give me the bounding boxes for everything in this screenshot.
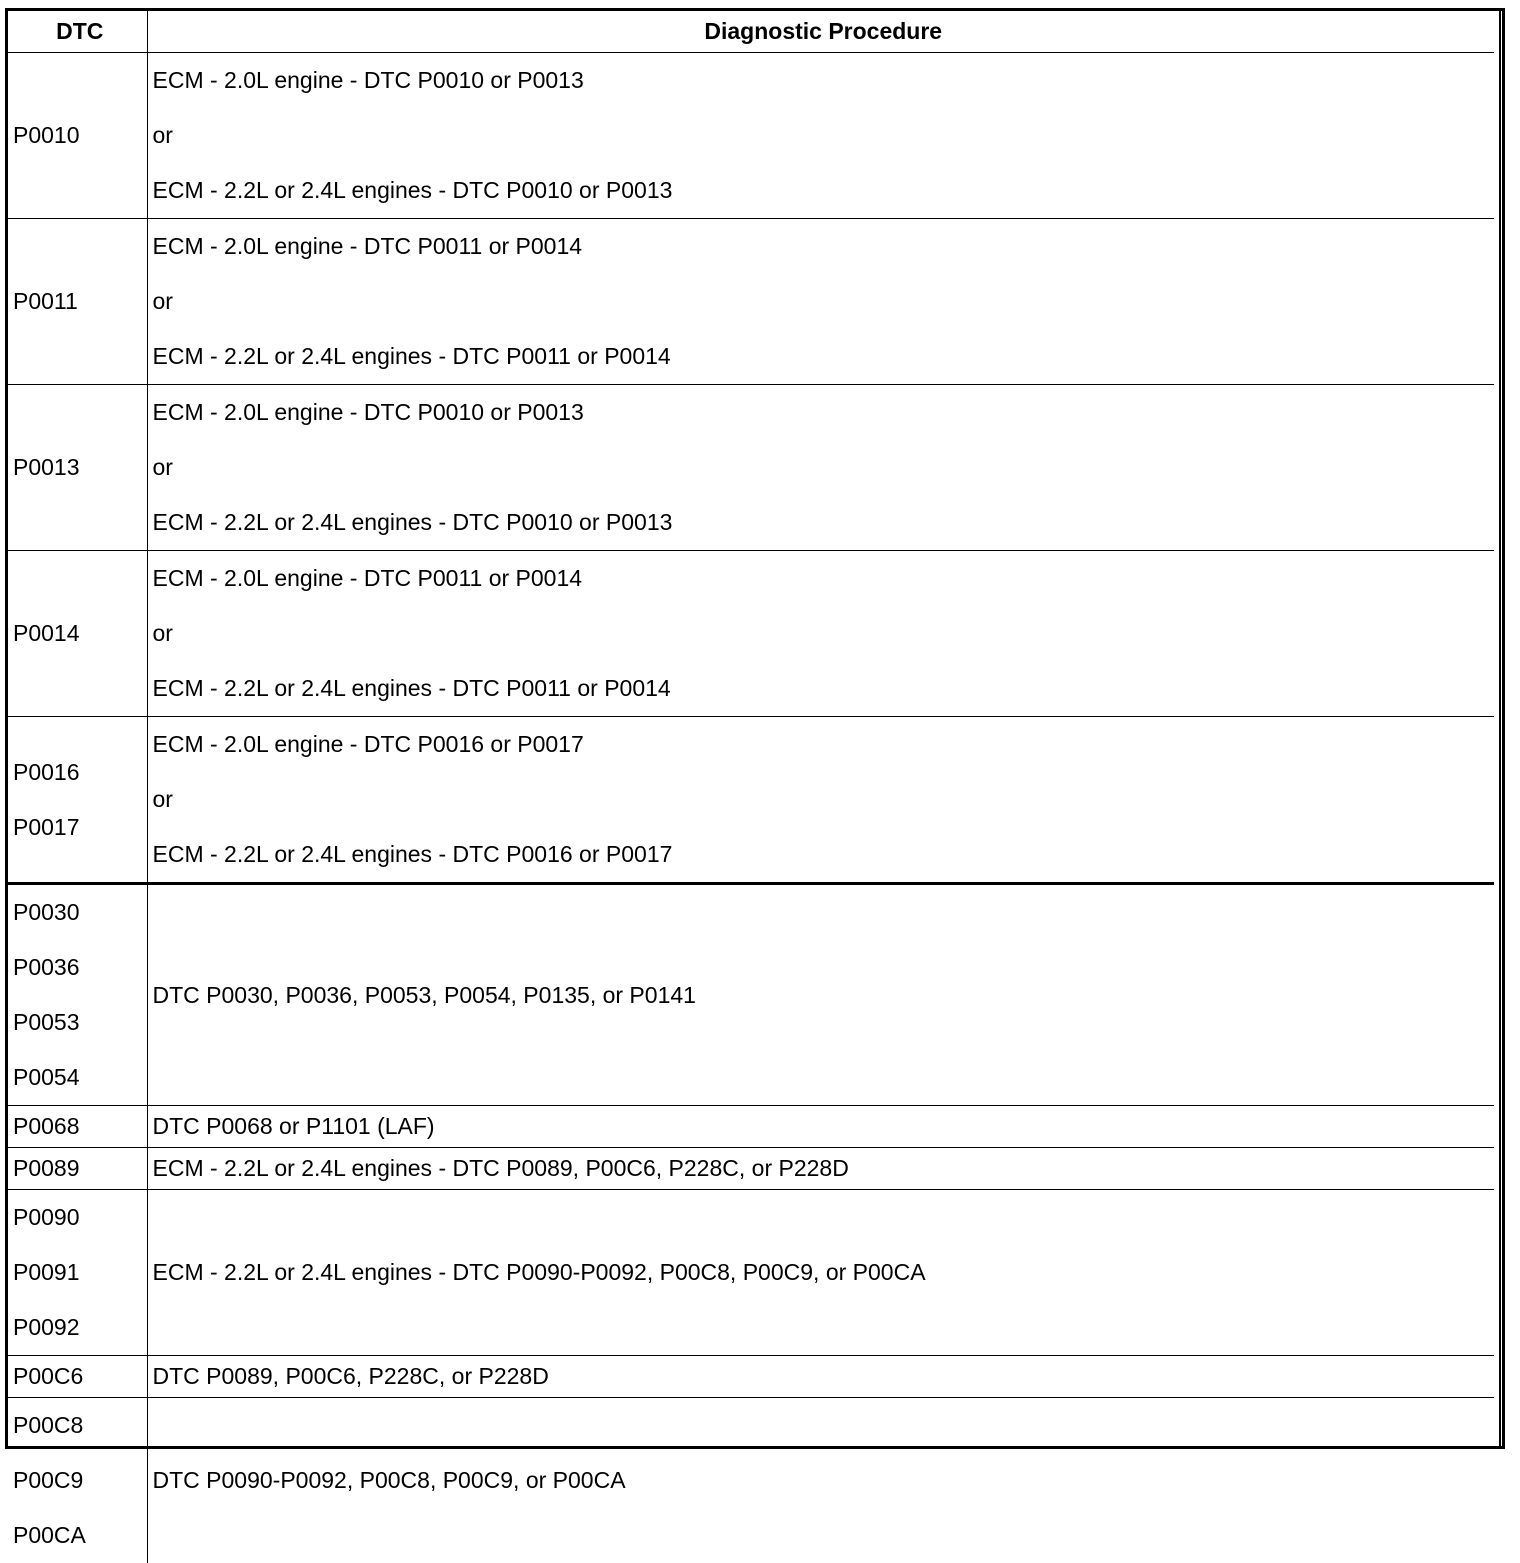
table-row [8,1148,1494,1190]
procedure-cell [147,1398,1494,1563]
procedure-line: ECM - 2.2L or 2.4L engines - DTC P0090-P0092, P00C8, P00C9, or P00CA [153,1245,1495,1300]
dtc-cell [8,884,147,1106]
dtc-cell [8,385,147,551]
procedure-cell [147,1148,1494,1190]
dtc-cell [8,1190,147,1356]
procedure-line: ECM - 2.2L or 2.4L engines - DTC P0011 or P0014 [153,661,1495,716]
dtc-code: P0010 [13,108,147,163]
dtc-code: P0014 [13,606,147,661]
procedure-line: ECM - 2.2L or 2.4L engines - DTC P0011 or P0014 [153,329,1495,384]
table-row [8,1106,1494,1148]
procedure-cell [147,385,1494,551]
procedure-line: ECM - 2.0L engine - DTC P0011 or P0014 [153,551,1495,606]
table-row [8,551,1494,717]
procedure-cell [147,1106,1494,1148]
dtc-code: P0090 [13,1190,147,1245]
table-row [8,385,1494,551]
procedure-line: ECM - 2.0L engine - DTC P0016 or P0017 [153,717,1495,772]
procedure-cell [147,53,1494,219]
table-row [8,1356,1494,1398]
dtc-cell [8,219,147,385]
dtc-cell [8,1106,147,1148]
procedure-line: or [153,440,1495,495]
dtc-code: P0092 [13,1300,147,1355]
procedure-line: or [153,772,1495,827]
table-row [8,717,1494,884]
procedure-line: or [153,108,1495,163]
table-row [8,1398,1494,1563]
procedure-line: ECM - 2.0L engine - DTC P0010 or P0013 [153,53,1495,108]
header-row [8,11,1494,53]
dtc-code: P0030 [13,885,147,940]
dtc-code: P0091 [13,1245,147,1300]
procedure-line: ECM - 2.2L or 2.4L engines - DTC P0016 or P0017 [153,827,1495,882]
procedure-line: ECM - 2.0L engine - DTC P0011 or P0014 [153,219,1495,274]
procedure-line: or [153,606,1495,661]
table-row [8,1190,1494,1356]
dtc-code: P0011 [13,274,147,329]
header-diagnostic-procedure: Diagnostic Procedure [147,11,1494,53]
dtc-cell [8,1148,147,1190]
dtc-code: P0054 [13,1050,147,1105]
procedure-line: ECM - 2.2L or 2.4L engines - DTC P0089, P00C6, P228C, or P228D [153,1148,1495,1189]
table-row [8,884,1494,1106]
dtc-cell [8,1356,147,1398]
dtc-code: P00CA [13,1508,147,1563]
dtc-code: P0016 [13,745,147,800]
procedure-line: ECM - 2.0L engine - DTC P0010 or P0013 [153,385,1495,440]
dtc-code: P00C9 [13,1453,147,1508]
procedure-cell [147,717,1494,884]
dtc-code: P0089 [13,1148,147,1189]
dtc-code: P00C6 [13,1356,147,1397]
procedure-cell [147,1190,1494,1356]
dtc-code: P0036 [13,940,147,995]
procedure-line: ECM - 2.2L or 2.4L engines - DTC P0010 or P0013 [153,495,1495,550]
procedure-cell [147,219,1494,385]
dtc-cell [8,551,147,717]
procedure-cell [147,884,1494,1106]
procedure-cell [147,551,1494,717]
dtc-cell [8,1398,147,1563]
header-dtc: DTC [8,11,147,53]
procedure-cell [147,1356,1494,1398]
dtc-code: P0017 [13,800,147,855]
procedure-line: or [153,274,1495,329]
procedure-line: DTC P0030, P0036, P0053, P0054, P0135, or P0141 [153,968,1495,1023]
dtc-procedure-table [8,11,1494,1563]
procedure-line: DTC P0089, P00C6, P228C, or P228D [153,1356,1495,1397]
dtc-code: P0068 [13,1106,147,1147]
procedure-line: ECM - 2.2L or 2.4L engines - DTC P0010 or P0013 [153,163,1495,218]
dtc-code: P00C8 [13,1398,147,1453]
procedure-line: DTC P0090-P0092, P00C8, P00C9, or P00CA [153,1453,1495,1508]
dtc-cell [8,53,147,219]
dtc-cell [8,717,147,884]
table-row [8,219,1494,385]
dtc-table-page [5,8,1505,1449]
right-rule [1499,11,1501,1446]
dtc-code: P0053 [13,995,147,1050]
dtc-code: P0013 [13,440,147,495]
procedure-line: DTC P0068 or P1101 (LAF) [153,1106,1495,1147]
table-row [8,53,1494,219]
